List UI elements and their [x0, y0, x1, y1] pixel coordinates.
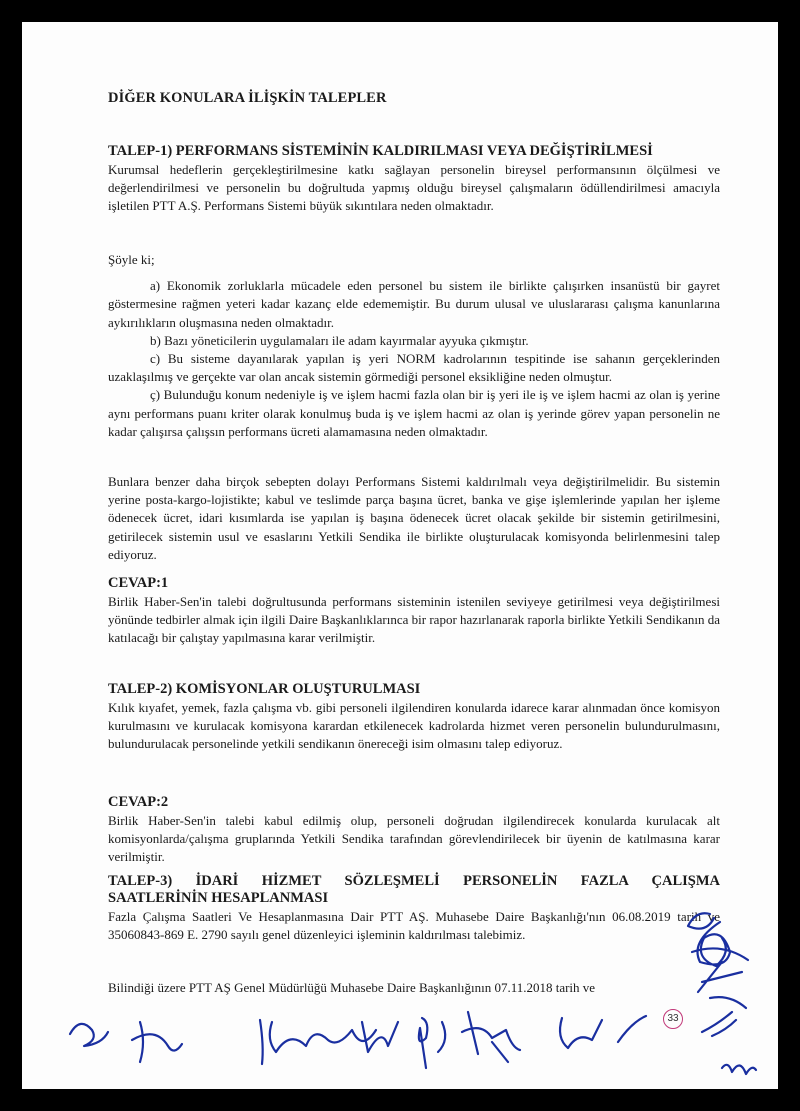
document-heading: DİĞER KONULARA İLİŞKİN TALEPLER: [108, 90, 387, 106]
page-number-badge: 33: [663, 1009, 683, 1029]
signature-4: [362, 1022, 398, 1052]
cevap2-body: [108, 812, 720, 867]
signature-10: [702, 1012, 736, 1036]
cevap1-title: CEVAP:1: [108, 575, 169, 591]
talep1-items: [108, 251, 720, 441]
signature-11: [722, 1065, 756, 1074]
signature-6: [462, 1012, 520, 1062]
talep2-title: TALEP-2) KOMİSYONLAR OLUŞTURULMASI: [108, 681, 421, 697]
signature-7: [560, 1018, 602, 1048]
cevap1-text: Birlik Haber-Sen'in talebi doğrultusunda performans sisteminin istenilen seviyeye getirilmesi veya değiştirilmesi yönünde tedbirler almak için ilgili Daire Başkanlıklarınca bir rapor hazırlanarak raporla birlikte Yetkili Sendikanın da katılacağı bir çalıştay yapılmasına karar verilmiştir.: [108, 594, 720, 646]
talep3-last-line-text: Bilindiği üzere PTT AŞ Genel Müdürlüğü Muhasebe Daire Başkanlığının 07.11.2018 tarih ve: [108, 980, 596, 995]
talep1-intro: [108, 161, 720, 216]
talep3-title-line2: SAATLERİNİN HESAPLANMASI: [108, 890, 329, 906]
cevap1-body: [108, 593, 720, 648]
talep1-intro-text: Kurumsal hedeflerin gerçekleştirilmesine katkı sağlayan personelin bireysel performansının ölçülmesi ve değerlendirilmesi ve personelin bu doğrultuda yapmış olduğu bireysel çalışmaların ödüllendirilmesi amacıyla işletilen PTT A.Ş. Performans Sistemi büyük sıkıntılara neden olmaktadır.: [108, 162, 720, 214]
talep3-title-line1: TALEP-3) İDARİ HİZMET SÖZLEŞMELİ PERSONELİN FAZLA ÇALIŞMA: [108, 873, 720, 889]
talep2-body: [108, 699, 720, 754]
talep1-closing-text: Bunlara benzer daha birçok sebepten dolayı Performans Sistemi kaldırılmalı veya değiştirilmelidir. Bu sistemin yerine posta-kargo-lojistikte; kabul ve teslimde parça başına ücret, banka ve gişe işlemlerinde yapılan her işleme ödenecek ücret, idari kısımlarda ise yapılan iş başına ödenecek ücret olacak şekilde bir sistemin getirilmesini, getirilecek sistemin usul ve esaslarını Yetkili Sendika ile birlikte oluşturulacak komisyonda belirlenmesini talep ediyoruz.: [108, 474, 720, 562]
item-a: a) Ekonomik zorluklarla mücadele eden personel bu sistem ile birlikte çalışırken insanüstü bir gayret göstermesine rağmen yeteri kadar kazanç elde edememiştir. Bu durum ulusal ve uluslararası çalışma kanunlarına aykırılıkların oluşmasına neden olmaktadır.: [108, 278, 720, 330]
item-c: c) Bu sisteme dayanılarak yapılan iş yeri NORM kadrolarının tespitinde ise sahanın gerçeklerinden uzaklaşılmış ve gerçekte var olan ancak sistemin görmediği personel eksikliğine neden olmuştur.: [108, 351, 720, 385]
signature-1: [70, 1024, 108, 1046]
talep3-last-line: [108, 979, 720, 997]
cevap2-text: Birlik Haber-Sen'in talebi kabul edilmiş olup, personeli doğrudan ilgilendirecek konularda kurulacak alt komisyonlarda/çalışma gruplarında Yetkili Sendika tarafından görevlendirilecek bir üyenin de katılmasına karar verilmiştir.: [108, 813, 720, 865]
talep1-title: TALEP-1) PERFORMANS SİSTEMİNİN KALDIRILMASI VEYA DEĞİŞTİRİLMESİ: [108, 143, 653, 159]
talep3-body: [108, 908, 720, 944]
talep3-text: Fazla Çalışma Saatleri Ve Hesaplanmasına Dair PTT AŞ. Muhasebe Daire Başkanlığı'nın 06.08.2019 tarih ve 35060843-869 E. 2790 sayılı genel düzenleyici işleminin kaldırılması talebimiz.: [108, 909, 720, 943]
item-c-cedilla: ç) Bulunduğu konum nedeniyle iş ve işlem hacmi fazla olan bir iş yeri ile iş ve işlem hacmi az olan iş yerine aynı performans puanı kriter olarak konulmuş buda iş ve işlem hacmi az olan iş yerinde görev yapan personelin ne kadar çalışırsa çalışsın performans ücreti alamamasına neden olmaktadır.: [108, 387, 720, 439]
item-b: b) Bazı yöneticilerin uygulamaları ile adam kayırmalar ayyuka çıkmıştır.: [150, 332, 529, 348]
cevap2-title: CEVAP:2: [108, 794, 169, 810]
signature-5: [419, 1018, 445, 1068]
talep1-closing: [108, 473, 720, 564]
signature-3: [260, 1020, 376, 1064]
signature-2: [132, 1022, 182, 1062]
soyle-ki: Şöyle ki;: [108, 252, 155, 267]
signature-8: [618, 1016, 646, 1042]
document-page: [22, 22, 778, 1089]
talep2-text: Kılık kıyafet, yemek, fazla çalışma vb. gibi personeli ilgilendiren konularda idarece karar alınmadan önce komisyon kurulmasını ve kurulacak komisyona karardan etkilenecek kadrolarda hizmet veren personelin bulundurulmasını, bulundurulacak personelinde yetkili sendikanın önereceği isim olmasını talep ediyoruz.: [108, 700, 720, 752]
